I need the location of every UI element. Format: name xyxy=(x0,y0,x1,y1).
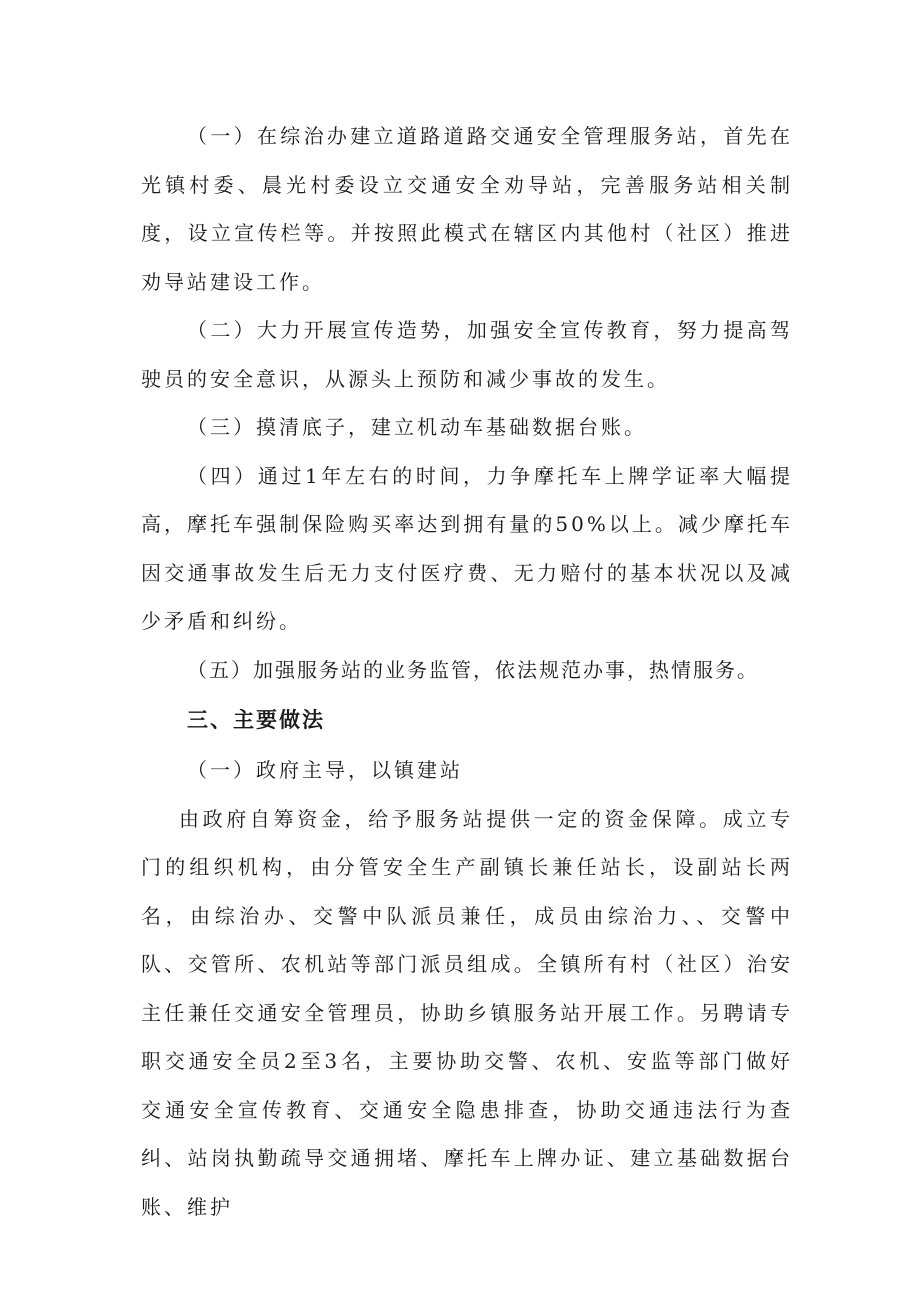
paragraph-item-2: （二）大力开展宣传造势，加强安全宣传教育，努力提高驾驶员的安全意识，从源头上预防和减少事故的发生。 xyxy=(141,318,793,391)
section-heading: 三、主要做法 xyxy=(187,708,325,732)
paragraph-item-4: （四）通过1年左右的时间，力争摩托车上牌学证率大幅提高，摩托车强制保险购买率达到拥有量的50%以上。减少摩托车因交通事故发生后无力支付医疗费、无力赔付的基本状况以及减少矛盾和纠纷。 xyxy=(141,463,793,633)
subheading: （一）政府主导，以镇建站 xyxy=(187,758,463,782)
paragraph-item-1: （一）在综治办建立道路道路交通安全管理服务站，首先在光镇村委、晨光村委设立交通安全劝导站，完善服务站相关制度，设立宣传栏等。并按照此模式在辖区内其他村（社区）推进劝导站建设工作。 xyxy=(141,124,793,294)
paragraph-item-5: （五）加强服务站的业务监管，依法规范办事，热情服务。 xyxy=(187,657,759,682)
body-paragraph: 由政府自筹资金，给予服务站提供一定的资金保障。成立专门的组织机构，由分管安全生产副镇长兼任站长，设副站长两名，由综治办、交警中队派员兼任，成员由综治力、、交警中队、交管所、农机站等部门派员组成。全镇所有村（社区）治安主任兼任交通安全管理员，协助乡镇服务站开展工作。另聘请专职交通安全员2至3名，主要协助交警、农机、安监等部门做好交通安全宣传教育、交通安全隐患排查，协助交通违法行为查纠、站岗执勤疏导交通拥堵、摩托车上牌办证、建立基础数据台账、维护 xyxy=(141,806,793,1219)
document-page xyxy=(141,112,793,1231)
paragraph-item-3: （三）摸清底子，建立机动车基础数据台账。 xyxy=(187,415,647,439)
